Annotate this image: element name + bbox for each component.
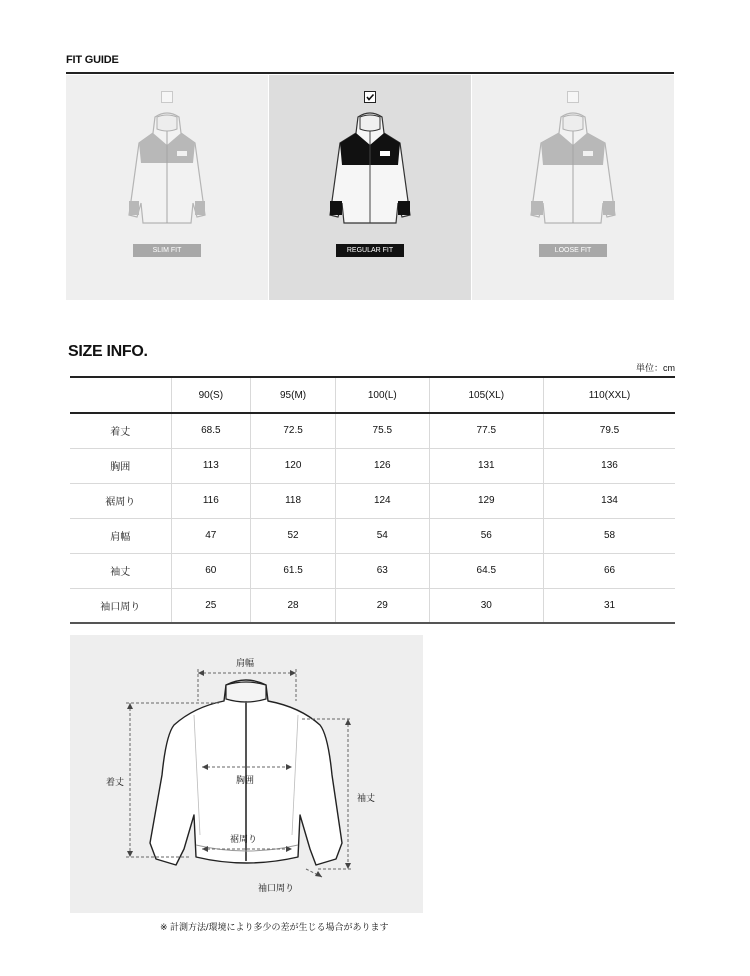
- size-table-header-row: [70, 377, 675, 413]
- size-info-title: SIZE INFO.: [68, 343, 148, 360]
- table-cell: 66: [544, 553, 676, 588]
- table-cell: 75.5: [336, 413, 430, 448]
- table-cell: 124: [336, 483, 430, 518]
- table-cell: 31: [544, 588, 676, 623]
- table-cell: 118: [251, 483, 336, 518]
- row-label: 袖丈: [70, 553, 171, 588]
- table-cell: 25: [171, 588, 251, 623]
- size-column-header: 95(M): [251, 377, 336, 413]
- diagram-label-hem: 裾周り: [230, 834, 258, 844]
- row-label: 着丈: [70, 413, 171, 448]
- table-cell: 113: [171, 448, 251, 483]
- row-label: 裾周り: [70, 483, 171, 518]
- table-cell: 72.5: [251, 413, 336, 448]
- table-row: [70, 448, 675, 483]
- size-column-header: 110(XXL): [544, 377, 676, 413]
- table-cell: 126: [336, 448, 430, 483]
- fit-label-loose: LOOSE FIT: [539, 244, 607, 257]
- diagram-label-chest: 胸囲: [236, 775, 255, 785]
- measurement-diagram: [70, 635, 423, 913]
- table-row: [70, 588, 675, 623]
- table-cell: 131: [429, 448, 543, 483]
- fit-guide-divider: [66, 72, 674, 74]
- diagram-label-sleeve: 袖丈: [357, 793, 376, 803]
- fit-option-slim[interactable]: [66, 75, 268, 300]
- table-cell: 30: [429, 588, 543, 623]
- table-cell: 79.5: [544, 413, 676, 448]
- fit-guide-title: FIT GUIDE: [66, 54, 119, 66]
- table-cell: 136: [544, 448, 676, 483]
- table-cell: 68.5: [171, 413, 251, 448]
- table-cell: 116: [171, 483, 251, 518]
- measurement-note: ※ 計測方法/環境により多少の差が生じる場合があります: [160, 922, 389, 932]
- row-label: 袖口周り: [70, 588, 171, 623]
- table-cell: 60: [171, 553, 251, 588]
- table-row: [70, 518, 675, 553]
- fit-option-loose[interactable]: [471, 75, 674, 300]
- diagram-label-shoulder: 肩幅: [236, 658, 255, 668]
- jacket-loose-icon: [527, 111, 619, 229]
- checkbox-regular[interactable]: [364, 91, 376, 103]
- size-table-corner: [70, 377, 171, 413]
- table-cell: 58: [544, 518, 676, 553]
- fit-guide-panels: [66, 75, 674, 300]
- checkbox-loose[interactable]: [567, 91, 579, 103]
- size-column-header: 100(L): [336, 377, 430, 413]
- jacket-slim-icon: [121, 111, 213, 229]
- check-icon: [365, 92, 375, 102]
- jacket-regular-icon: [324, 111, 416, 229]
- table-cell: 120: [251, 448, 336, 483]
- row-label: 胸囲: [70, 448, 171, 483]
- diagram-label-cuff: 袖口周り: [258, 883, 295, 893]
- table-cell: 64.5: [429, 553, 543, 588]
- table-cell: 129: [429, 483, 543, 518]
- fit-label-slim: SLIM FIT: [133, 244, 201, 257]
- table-cell: 134: [544, 483, 676, 518]
- diagram-label-length: 着丈: [106, 777, 125, 787]
- fit-label-regular: REGULAR FIT: [336, 244, 404, 257]
- table-row: [70, 413, 675, 448]
- size-column-header: 90(S): [171, 377, 251, 413]
- size-table: [70, 376, 675, 624]
- table-cell: 56: [429, 518, 543, 553]
- table-row: [70, 553, 675, 588]
- unit-label: 単位：cm: [636, 363, 675, 373]
- size-column-header: 105(XL): [429, 377, 543, 413]
- table-cell: 61.5: [251, 553, 336, 588]
- table-cell: 29: [336, 588, 430, 623]
- checkbox-slim[interactable]: [161, 91, 173, 103]
- row-label: 肩幅: [70, 518, 171, 553]
- fit-option-regular[interactable]: [268, 75, 471, 300]
- table-cell: 77.5: [429, 413, 543, 448]
- table-cell: 28: [251, 588, 336, 623]
- table-cell: 52: [251, 518, 336, 553]
- table-cell: 47: [171, 518, 251, 553]
- table-cell: 54: [336, 518, 430, 553]
- table-cell: 63: [336, 553, 430, 588]
- table-row: [70, 483, 675, 518]
